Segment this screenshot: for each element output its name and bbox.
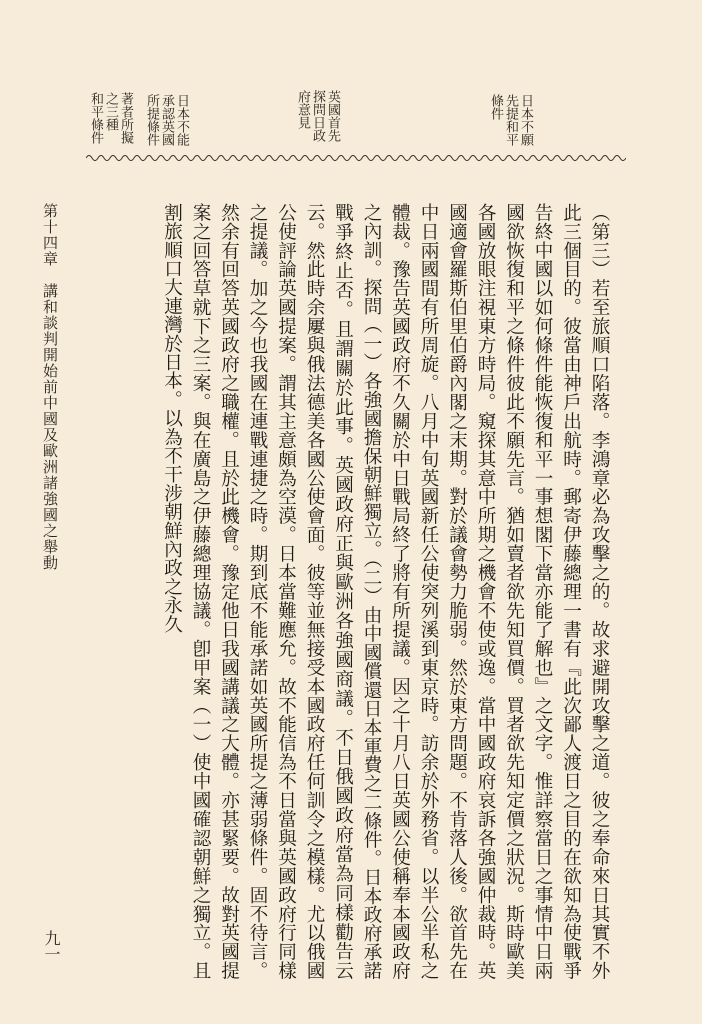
headnote-britain-inquires: 英國首先 探問日政 府意見 [295, 90, 340, 142]
body-text [100, 203, 613, 980]
wavy-divider [86, 150, 626, 166]
body-paragraph: （第三）若至旅順口陷落。李鴻章必為攻擊之的。故求避開攻擊之道。彼之奉命來日其實不外此三個目的。彼當由神戶出航時。郵寄伊藤總理一書有『此次鄙人渡日之目的在欲知為使戰爭告終中國以如何條件能恢復和平一事想閣下當亦能了解也』之文字。惟詳察當日之事情中日兩國欲恢復和平之條件彼此不願先言。猶如賣者欲先知買價。買者欲先知定價之狀況。斯時歐美各國放眼注視東方時局。窺探其意中所期之機會不使或逸。當中國政府哀訴各強國仲裁時。英國適會羅斯伯里伯爵內閣之末期。對於議會勢力脆弱。然於東方問題。不肯落人後。欲首先在中日兩國間有所周旋。八月中旬英國新任公使突列溪到東京時。訪余於外務省。以半公半私之體裁。豫告英國政府不久關於中日戰局終了將有所提議。因之十月八日英國公使稱奉本國政府之內訓。探問（一）各強國擔保朝鮮獨立。（二）由中國償還日本軍費之二條件。日本政府承諾戰爭終止否。且謂關於此事。英國政府正與歐洲各強國商議。不日俄國政府當為同樣勸告云云。然此時余屢與俄法德美各國公使會面。彼等並無接受本國政府任何訓令之模樣。尤以俄國公使評論英國提案。謂其主意頗為空漠。日本當難應允。故不能信為不日當與英國政府行同樣之提議。加之今也我國在連戰連捷之時。期到底不能承諾如英國所提之薄弱條件。固不待言。然余有回答英國政府之職權。且於此機會。豫定他日我國講議之大體。亦甚緊要。故對英國提案之回答草就下之三案。與在廣島之伊藤總理協議。卽甲案（一）使中國確認朝鮮之獨立。且割旅順口大連灣於日本。以為不干涉朝鮮內政之永久 [161, 203, 610, 980]
headnote-japan-refuses: 日本不願 先提和平 條件 [488, 94, 533, 146]
headnote-three-conditions: 著者所擬 之三種 和平條件 [88, 92, 133, 144]
page-number: 九一 [42, 930, 61, 962]
running-header: 第十四章 講和談判開始前中國及歐洲諸強國之舉動 [41, 203, 59, 571]
headnote-japan-cannot-accept: 日本不能 承認英國 所提條件 [144, 94, 189, 146]
